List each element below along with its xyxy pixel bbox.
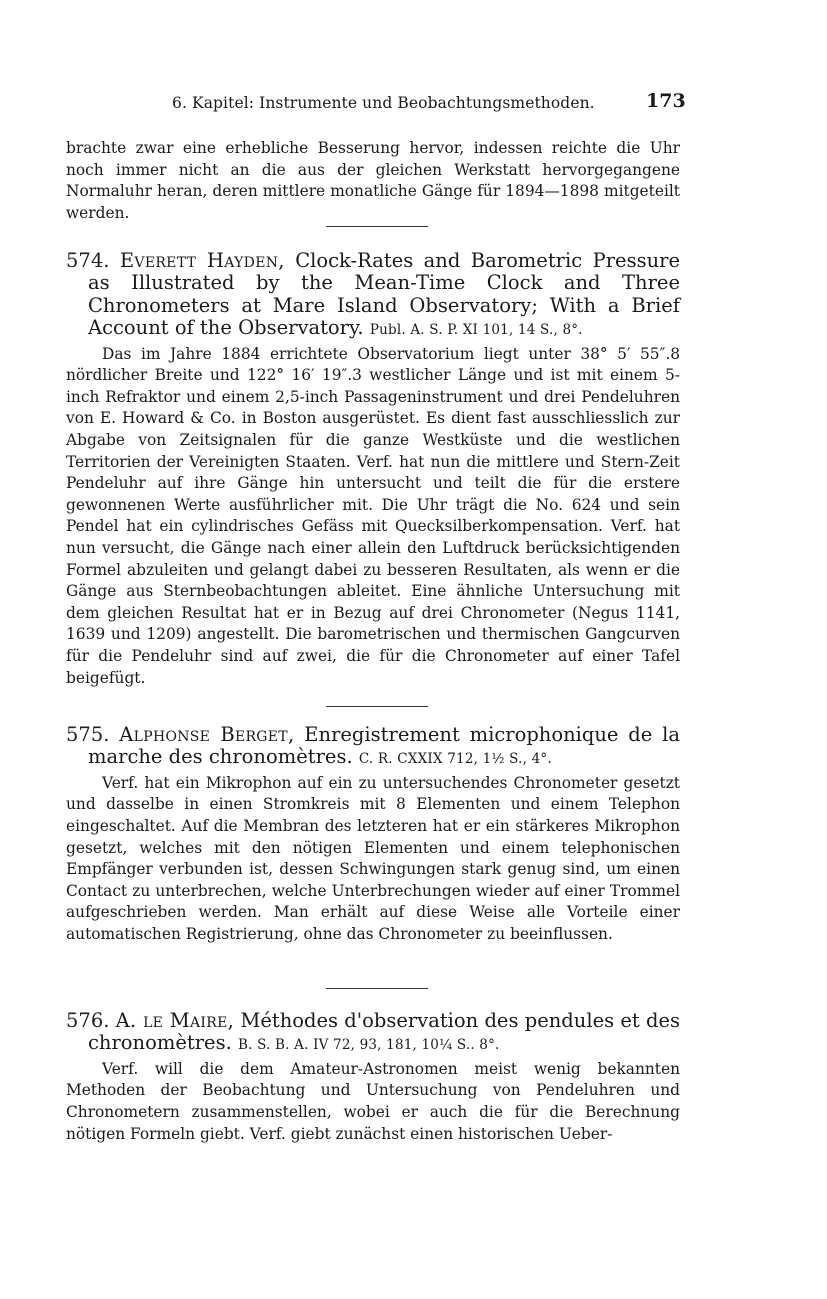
entry-heading — [66, 724, 680, 771]
entry-number: 575. — [66, 723, 110, 746]
entry-author: A. le Maire, — [115, 1009, 235, 1032]
entry-citation: C. R. CXXIX 712, 1½ S., 4°. — [358, 751, 552, 768]
entry-heading — [66, 1010, 680, 1057]
entry-author: Everett Hayden, — [119, 249, 285, 272]
entry-abstract: Verf. will die dem Amateur-Astronomen meist wenig bekannten Methoden der Beobachtung und Untersuchung von Pendeluhren und Chronometern zusammenstellen, wobei er auch die für die Berechnung nötigen Formeln giebt. Verf. giebt zunächst einen historischen Ueber- — [66, 1059, 680, 1143]
continuation-paragraph: brachte zwar eine erhebliche Besserung hervor, indessen reichte die Uhr noch immer nicht an die aus der gleichen Werkstatt hervorgegangene Normaluhr heran, deren mittlere monatliche Gänge für 1894—1898 mitgeteilt werden. — [66, 139, 680, 222]
entry-574 — [66, 250, 680, 689]
entry-citation: B. S. B. A. IV 72, 93, 181, 10¼ S.. 8°. — [237, 1037, 500, 1054]
entry-575 — [66, 724, 680, 946]
entry-abstract: Verf. hat ein Mikrophon auf ein zu untersuchendes Chronometer gesetzt und dasselbe in einen Stromkreis mit 8 Elementen und einem Telephon eingeschaltet. Auf die Membran des letzteren hat er ein stärkeres Mikrophon gesetzt, welches mit den nötigen Elementen und einem telephonischen Empfänger verbunden ist, dessen Schwingungen stark genug sind, um einen Contact zu unterbrechen, welche Unterbrechungen wieder auf einer Trommel aufgeschrieben werden. Man erhält auf diese Weise alle Vorteile einer automatischen Registrierung, ohne das Chronometer zu beeinflussen. — [66, 773, 680, 943]
entry-576 — [66, 1010, 680, 1145]
page-number: 173 — [646, 90, 686, 112]
entry-heading — [66, 250, 680, 342]
section-divider — [326, 988, 428, 989]
entry-citation: Publ. A. S. P. XI 101, 14 S., 8°. — [369, 322, 583, 339]
section-divider — [326, 226, 428, 227]
entry-title: Méthodes d'observation des pendules et des chronomètres. — [88, 1009, 680, 1055]
section-divider — [326, 706, 428, 707]
entry-number: 576. — [66, 1009, 110, 1032]
entry-title: Clock-Rates and Barometric Pressure as Illustrated by the Mean-Time Clock and Three Chronometers at Mare Island Observatory; With a Brief Account of the Observatory. — [88, 249, 681, 340]
entry-number: 574. — [66, 249, 110, 272]
running-head: 6. Kapitel: Instrumente und Beobachtungsmethoden. — [172, 94, 595, 112]
entry-abstract: Das im Jahre 1884 errichtete Observatorium liegt unter 38° 5′ 55″.8 nördlicher Breite und 122° 16′ 19″.3 westlicher Länge und ist mit einem 5-inch Refraktor und einem 2,5-inch Passageninstrument und drei Pendeluhren von E. Howard & Co. in Boston ausgerüstet. Es dient fast ausschliesslich zur Abgabe von Zeitsignalen für die ganze Westküste und die westlichen Territorien der Vereinigten Staaten. Verf. hat nun die mittlere und Stern-Zeit Pendeluhr auf ihre Gänge hin untersucht und teilt die für die erstere gewonnenen Werte ausführlicher mit. Die Uhr trägt die No. 624 und sein Pendel hat ein cylindrisches Gefäss mit Quecksilberkompensation. Verf. hat nun versucht, die Gänge nach einer allein den Luftdruck berücksichtigenden Formel abzuleiten und gelangt dabei zu besseren Resultaten, als wenn er die Gänge aus Sternbeobachtungen ableitet. Eine ähnliche Untersuchung mit dem gleichen Resultat hat er in Bezug auf drei Chronometer (Negus 1141, 1639 und 1209) angestellt. Die barometrischen und thermischen Gangcurven für die Pendeluhr sind auf zwei, die für die Chronometer auf einer Tafel beigefügt. — [66, 344, 680, 687]
continuation-block — [66, 138, 680, 224]
entry-title: Enregistrement microphonique de la marche des chronomètres. — [88, 723, 681, 769]
entry-author: Alphonse Berget, — [119, 723, 295, 746]
